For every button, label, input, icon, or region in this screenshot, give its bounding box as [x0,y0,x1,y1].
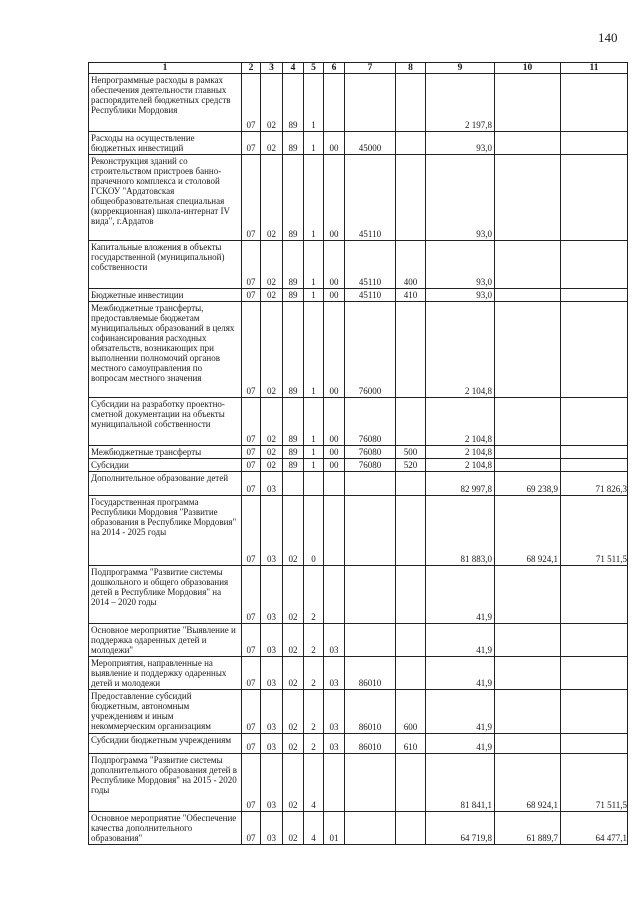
table-cell [495,132,561,155]
table-cell: 02 [261,155,283,241]
table-cell [495,657,561,690]
table-cell [324,754,345,812]
table-cell [396,398,426,446]
table-cell: 07 [242,446,261,459]
table-row [89,155,628,241]
table-cell [345,812,396,845]
row-name-cell: Реконструкция зданий со строительством пристроев банно-прачечного комплекса и столовой ГСКОУ "Ардатовская общеобразовательная специальная (коррекционная) школа-интернат IV вида", г.Ардатов [89,155,242,241]
table-cell: 1 [304,132,324,155]
table-cell: 02 [261,132,283,155]
table-cell: 1 [304,446,324,459]
table-cell: 2 104,8 [426,459,495,472]
table-cell: 02 [261,459,283,472]
table-cell: 1 [304,241,324,289]
table-cell: 03 [261,566,283,624]
table-cell: 4 [304,754,324,812]
table-cell [495,398,561,446]
table-cell [345,472,396,496]
table-cell: 03 [261,690,283,734]
table-cell: 4 [304,812,324,845]
table-cell [396,754,426,812]
table-cell [283,472,304,496]
table-cell: 93,0 [426,132,495,155]
row-name-cell: Государственная программа Республики Мордовия "Развитие образования в Республике Мордовия" на 2014 - 2025 годы [89,496,242,566]
table-cell [561,624,628,657]
table-cell [396,472,426,496]
row-name-cell: Подпрограмма "Развитие системы дополнительного образования детей в Республике Мордовия" на 2015 - 2020 годы [89,754,242,812]
table-cell: 07 [242,74,261,132]
column-header: 5 [304,63,324,74]
table-cell: 82 997,8 [426,472,495,496]
column-header: 1 [89,63,242,74]
table-cell: 86010 [345,657,396,690]
table-cell [495,734,561,754]
table-cell: 89 [283,289,304,302]
table-cell: 03 [324,734,345,754]
column-header: 6 [324,63,345,74]
table-cell: 07 [242,624,261,657]
table-cell: 86010 [345,690,396,734]
table-row [89,734,628,754]
table-cell: 89 [283,241,304,289]
column-header: 2 [242,63,261,74]
table-cell [495,446,561,459]
table-cell [345,624,396,657]
table-cell: 0 [304,496,324,566]
table-cell [561,132,628,155]
table-cell: 02 [261,398,283,446]
table-cell: 00 [324,446,345,459]
table-cell [561,302,628,398]
table-cell [561,446,628,459]
table-cell: 610 [396,734,426,754]
table-row [89,754,628,812]
table-row [89,446,628,459]
table-cell [396,132,426,155]
table-cell [304,472,324,496]
table-cell: 07 [242,690,261,734]
table-cell: 02 [261,446,283,459]
row-name-cell: Субсидии на разработку проектно-сметной документации на объекты муниципальной собственности [89,398,242,446]
table-cell [396,657,426,690]
table-cell: 93,0 [426,241,495,289]
row-name-cell: Непрограммные расходы в рамках обеспечения деятельности главных распорядителей бюджетных средств Республики Мордовия [89,74,242,132]
table-cell: 2 104,8 [426,302,495,398]
table-row [89,74,628,132]
table-cell [495,155,561,241]
table-row [89,566,628,624]
table-cell: 03 [261,624,283,657]
table-cell: 2 [304,566,324,624]
table-cell: 02 [283,754,304,812]
table-cell [561,74,628,132]
table-cell [396,155,426,241]
row-name-cell: Дополнительное образование детей [89,472,242,496]
table-cell [345,566,396,624]
table-cell [324,472,345,496]
table-row [89,690,628,734]
table-row [89,624,628,657]
table-cell: 01 [324,812,345,845]
table-cell [495,302,561,398]
table-cell: 00 [324,241,345,289]
table-cell: 02 [261,289,283,302]
table-cell: 02 [283,690,304,734]
table-cell: 07 [242,459,261,472]
table-cell [495,74,561,132]
table-cell: 41,9 [426,690,495,734]
row-name-cell: Основное мероприятие "Выявление и поддержка одаренных детей и молодежи" [89,624,242,657]
table-cell [345,74,396,132]
table-cell: 2 104,8 [426,398,495,446]
table-cell: 76080 [345,398,396,446]
table-cell [561,657,628,690]
table-cell [324,74,345,132]
column-header: 4 [283,63,304,74]
table-cell [396,302,426,398]
table-cell: 02 [283,566,304,624]
table-cell: 07 [242,289,261,302]
row-name-cell: Субсидии бюджетным учреждениям [89,734,242,754]
table-cell: 07 [242,812,261,845]
table-cell: 500 [396,446,426,459]
row-name-cell: Основное мероприятие "Обеспечение качества дополнительного образования" [89,812,242,845]
table-row [89,472,628,496]
table-row [89,657,628,690]
table-cell: 02 [283,657,304,690]
table-cell: 07 [242,566,261,624]
table-cell: 02 [283,734,304,754]
table-cell: 89 [283,398,304,446]
table-cell [396,496,426,566]
table-cell: 03 [261,472,283,496]
table-cell: 07 [242,472,261,496]
table-cell [561,734,628,754]
table-cell [324,496,345,566]
table-cell [561,459,628,472]
table-cell [345,754,396,812]
table-cell: 1 [304,155,324,241]
table-cell: 71 826,3 [561,472,628,496]
table-cell: 71 511,5 [561,754,628,812]
table-cell: 03 [261,812,283,845]
row-name-cell: Мероприятия, направленные на выявление и поддержку одаренных детей и молодежи [89,657,242,690]
table-cell: 2 [304,734,324,754]
table-row [89,459,628,472]
table-cell: 02 [261,241,283,289]
table-cell: 02 [283,624,304,657]
row-name-cell: Капитальные вложения в объекты государственной (муниципальной) собственности [89,241,242,289]
table-cell [561,566,628,624]
column-header: 10 [495,63,561,74]
table-cell: 76000 [345,302,396,398]
table-cell [495,289,561,302]
table-cell [345,496,396,566]
table-cell [324,566,345,624]
row-name-cell: Субсидии [89,459,242,472]
table-cell: 02 [283,812,304,845]
table-cell: 1 [304,398,324,446]
table-cell: 03 [261,734,283,754]
table-cell: 410 [396,289,426,302]
table-row [89,302,628,398]
table-cell [495,241,561,289]
table-cell: 07 [242,302,261,398]
table-cell: 02 [283,496,304,566]
table-cell: 07 [242,754,261,812]
table-cell [396,624,426,657]
row-name-cell: Межбюджетные трансферты, предоставляемые бюджетам муниципальных образований в целях софинансирования расходных обязательств, возникающих при выполнении полномочий органов местного самоуправления по вопросам местного значения [89,302,242,398]
table-row [89,812,628,845]
row-name-cell: Расходы на осуществление бюджетных инвестиций [89,132,242,155]
table-row [89,241,628,289]
table-cell: 93,0 [426,289,495,302]
table-cell: 89 [283,74,304,132]
table-cell: 1 [304,459,324,472]
table-cell [495,690,561,734]
table-cell: 45110 [345,155,396,241]
table-cell: 71 511,5 [561,496,628,566]
table-cell: 00 [324,289,345,302]
table-cell: 86010 [345,734,396,754]
table-cell: 93,0 [426,155,495,241]
table-cell: 45110 [345,241,396,289]
table-cell: 2 [304,690,324,734]
table-cell: 2 104,8 [426,446,495,459]
row-name-cell: Бюджетные инвестиции [89,289,242,302]
table-cell: 03 [324,624,345,657]
table-cell [561,289,628,302]
table-cell: 400 [396,241,426,289]
table-cell: 1 [304,74,324,132]
table-row [89,398,628,446]
table-cell: 64 477,1 [561,812,628,845]
table-cell: 00 [324,132,345,155]
table-cell: 07 [242,657,261,690]
table-row [89,132,628,155]
table-cell: 2 197,8 [426,74,495,132]
table-cell: 76080 [345,446,396,459]
table-cell: 07 [242,132,261,155]
table-cell: 41,9 [426,624,495,657]
table-cell: 02 [261,302,283,398]
table-cell: 76080 [345,459,396,472]
table-cell: 00 [324,302,345,398]
table-cell: 00 [324,398,345,446]
table-cell: 03 [261,496,283,566]
table-cell: 41,9 [426,566,495,624]
table-cell: 02 [261,74,283,132]
table-cell: 89 [283,446,304,459]
table-cell [495,459,561,472]
table-cell [396,566,426,624]
table-cell: 2 [304,624,324,657]
table-cell: 600 [396,690,426,734]
table-cell: 1 [304,302,324,398]
row-name-cell: Межбюджетные трансферты [89,446,242,459]
table-row [89,496,628,566]
header-row [89,63,628,74]
column-header: 7 [345,63,396,74]
table-cell [396,74,426,132]
table-cell [561,690,628,734]
column-header: 3 [261,63,283,74]
table-cell: 69 238,9 [495,472,561,496]
table-cell: 03 [324,657,345,690]
table-cell: 45110 [345,289,396,302]
table-cell: 07 [242,241,261,289]
table-cell: 07 [242,155,261,241]
table-cell [495,566,561,624]
column-header: 9 [426,63,495,74]
column-header: 11 [561,63,628,74]
table-cell: 07 [242,496,261,566]
row-name-cell: Предоставление субсидий бюджетным, автономным учреждениям и иным некоммерческим организациям [89,690,242,734]
table-cell: 03 [261,754,283,812]
table-cell: 520 [396,459,426,472]
table-cell: 68 924,1 [495,496,561,566]
table-cell: 89 [283,459,304,472]
table-cell: 45000 [345,132,396,155]
table-cell: 03 [324,690,345,734]
column-header: 8 [396,63,426,74]
table-cell [396,812,426,845]
budget-table [88,62,628,845]
table-cell: 03 [261,657,283,690]
table-cell: 2 [304,657,324,690]
table-cell: 89 [283,302,304,398]
table-cell [561,398,628,446]
table-cell: 64 719,8 [426,812,495,845]
page-number: 140 [598,30,618,45]
table-cell: 07 [242,398,261,446]
table-cell: 00 [324,155,345,241]
table-cell: 07 [242,734,261,754]
table-row [89,289,628,302]
table-cell [495,624,561,657]
table-cell: 00 [324,459,345,472]
table-cell: 89 [283,155,304,241]
table-cell: 41,9 [426,734,495,754]
table-cell: 81 841,1 [426,754,495,812]
row-name-cell: Подпрограмма "Развитие системы дошкольного и общего образования детей в Республике Мордовия" на 2014 – 2020 годы [89,566,242,624]
table-cell: 81 883,0 [426,496,495,566]
table-cell [561,155,628,241]
table-cell [561,241,628,289]
table-cell: 68 924,1 [495,754,561,812]
table-cell: 1 [304,289,324,302]
table-cell: 61 889,7 [495,812,561,845]
table-cell: 89 [283,132,304,155]
table-cell: 41,9 [426,657,495,690]
